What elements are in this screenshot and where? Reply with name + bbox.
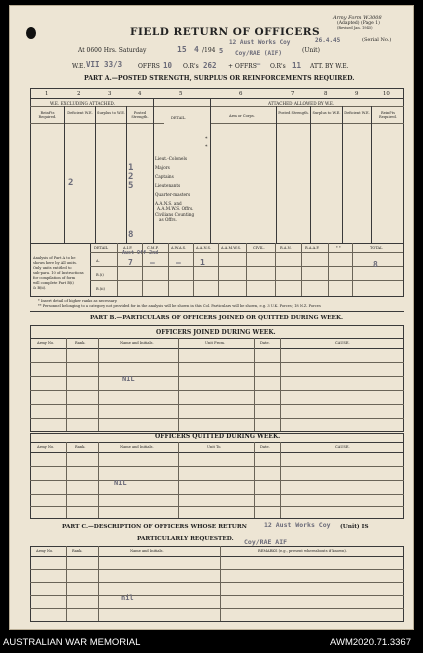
- col-num-5: 5: [179, 91, 183, 97]
- col-num-8: 8: [324, 91, 328, 97]
- detail-majors: Majors: [155, 165, 170, 170]
- analysis-hw-cmf: —: [150, 258, 155, 267]
- analysis-hw-aans: 1: [200, 258, 205, 267]
- analysis-row-a: A.: [96, 259, 100, 263]
- analysis-header-other: * *: [336, 246, 341, 250]
- plus-offrs-value: —: [256, 60, 261, 68]
- form-number-line2: (Adapted) (Page 1): [337, 21, 380, 26]
- offrs-label: OFFRS: [138, 63, 160, 70]
- joined-header-unit-from: Unit From.: [205, 341, 226, 345]
- analysis-header-civil: CIVIL.: [253, 246, 265, 250]
- we-label: W.E.: [72, 63, 86, 70]
- joined-header-rank: Rank.: [75, 341, 86, 345]
- unit-handwritten-3: Coy/RAE (AIF): [235, 50, 282, 57]
- footer-accession-number: AWM2020.71.3367: [330, 637, 411, 648]
- col-num-3: 3: [108, 91, 112, 97]
- header-reinf-left: Reinf'ts Required.: [38, 111, 57, 119]
- col-num-7: 7: [291, 91, 295, 97]
- header-arm-corps: Arm or Corps.: [229, 114, 255, 118]
- att-label: ATT. BY W.E.: [310, 63, 349, 70]
- joined-header-army-no: Army No.: [37, 341, 55, 345]
- quitted-header-army-no: Army No.: [37, 445, 55, 449]
- star-mark-1: *: [205, 136, 208, 142]
- quitted-header-date: Date.: [260, 445, 270, 449]
- analysis-header-raaf: R.A.A.F.: [305, 246, 320, 250]
- quitted-header-rank: Rank.: [75, 445, 86, 449]
- header-surplus-left: Surplus to W.E.: [97, 111, 125, 115]
- part-c-header-rank: Rank.: [72, 549, 83, 553]
- analysis-header-cmf: C.M.F.: [147, 246, 159, 250]
- plus-offrs-label: + OFFRS: [228, 63, 257, 70]
- date-year-suffix: 5: [219, 47, 224, 55]
- col-num-2: 2: [77, 91, 81, 97]
- part-c-unit-label: (Unit) IS: [340, 524, 369, 530]
- part-c-header-army-no: Army No.: [36, 549, 54, 553]
- analysis-hw-awas: —: [176, 258, 181, 267]
- part-c-unit-hw: 12 Aust Works Coy: [264, 521, 331, 529]
- hw-posted-qm: 5: [128, 181, 134, 191]
- at-line: At 0600 Hrs. Saturday: [78, 47, 147, 54]
- col-num-1: 1: [45, 91, 49, 97]
- detail-civilians: Civilians Counting: [155, 212, 195, 217]
- header-deficient-right: Deficient W.E.: [344, 111, 370, 115]
- analysis-text-2: shown here by All units.: [33, 261, 78, 265]
- group-we-excluding: W.E. EXCLUDING ATTACHED.: [50, 101, 115, 106]
- analysis-header-ran: R.A.N.: [280, 246, 292, 250]
- quitted-header-name: Name and Initials.: [120, 445, 154, 449]
- analysis-hw-aif: 7: [128, 258, 133, 267]
- analysis-hw-total: 8: [373, 260, 378, 269]
- joined-header-date: Date.: [260, 341, 270, 345]
- col-num-4: 4: [138, 91, 142, 97]
- date-year-prefix: /194: [202, 47, 216, 54]
- analysis-header-aans: A.A.N.S.: [196, 246, 212, 250]
- joined-header-cause: CAUSE.: [335, 341, 350, 345]
- we-value: VII 33/3: [86, 60, 123, 69]
- detail-captains: Captains: [155, 174, 174, 179]
- analysis-header-awas: A.W.A.S.: [171, 246, 187, 250]
- part-b-title: PART B.—PARTICULARS OF OFFICERS JOINED OR QUITTED DURING WEEK.: [90, 315, 344, 321]
- ors-label: O.R's: [183, 63, 199, 70]
- joined-nil: NIL: [122, 375, 135, 383]
- footnote-1: * Insert detail of higher ranks as necessary.: [38, 299, 118, 303]
- header-detail: DETAIL.: [171, 116, 187, 120]
- form-title: FIELD RETURN OF OFFICERS: [130, 26, 321, 38]
- hw-posted-captains: 1: [128, 163, 134, 173]
- hw-deficient: 2: [68, 178, 74, 188]
- header-surplus-right: Surplus to W.E.: [312, 111, 341, 115]
- part-c-header-name: Name and Initials.: [130, 549, 164, 553]
- hw-posted-total: 8: [128, 230, 134, 240]
- star-mark-2: *: [205, 144, 208, 150]
- unit-label: (Unit): [302, 47, 320, 54]
- analysis-text-4: sub-para. 10 of Instructions: [33, 271, 84, 275]
- header-posted-right: Posted Strength.: [278, 111, 309, 115]
- detail-civilians-2: as Offrs.: [159, 217, 177, 222]
- quitted-nil: NIL: [114, 479, 127, 487]
- analysis-header-total: TOTAL: [370, 246, 383, 250]
- analysis-text-6: will complete Part B(i): [33, 281, 74, 285]
- col-num-9: 9: [355, 91, 359, 97]
- part-c-header-remarks: REMARKS (e.g., present whereabouts if known).: [258, 549, 347, 553]
- detail-aans: A.A.N.S. and: [155, 201, 182, 206]
- hw-posted-lieutenants: 2: [128, 172, 134, 182]
- ors2-value: 11: [292, 61, 302, 70]
- col-num-10: 10: [383, 91, 390, 97]
- detail-lt-colonels: Lieut.-Colonels: [155, 156, 187, 161]
- analysis-text-7: & B(ii).: [33, 286, 47, 290]
- offrs-value: 10: [163, 61, 173, 70]
- analysis-hw-top: Aust Off 2nd: [122, 250, 159, 256]
- analysis-text-5: for compilation of form: [33, 276, 76, 280]
- ors-value: 262: [203, 61, 217, 70]
- ors2-label: O.R's: [270, 63, 286, 70]
- unit-handwritten-2: 26.4.45: [315, 37, 341, 44]
- quitted-header-cause: CAUSE.: [335, 445, 350, 449]
- form-number-line1: Army Form W.3008: [333, 15, 382, 21]
- analysis-header-aif: A.I.F.: [123, 246, 133, 250]
- archive-footer: [0, 632, 423, 653]
- unit-handwritten-1: 12 Aust Works Coy: [229, 39, 291, 46]
- quitted-header-unit-to: Unit To.: [207, 445, 222, 449]
- punch-hole: [26, 27, 36, 39]
- joined-header-name: Name and Initials.: [120, 341, 154, 345]
- analysis-row-bi: B.(i): [96, 273, 104, 277]
- part-c-unit-hw-2: Coy/RAE AIF: [244, 538, 288, 546]
- header-deficient-left: Deficient W.E.: [67, 111, 93, 115]
- analysis-header-aamws: A.A.M.W.S.: [221, 246, 241, 250]
- part-c-title: PART C.—DESCRIPTION OF OFFICERS WHOSE RETURN: [62, 524, 247, 530]
- form-number-line3: (Revised Jan. 1945): [337, 26, 373, 30]
- col-num-6: 6: [239, 91, 243, 97]
- serial-label: (Serial No.): [362, 37, 392, 43]
- quitted-title: OFFICERS QUITTED DURING WEEK.: [155, 433, 281, 440]
- joined-title: OFFICERS JOINED DURING WEEK.: [156, 329, 276, 336]
- analysis-text-1: Analysis of Part A to be: [33, 256, 76, 260]
- part-a-title: PART A.—POSTED STRENGTH, SURPLUS OR REINFORCEMENTS REQUIRED.: [84, 75, 355, 82]
- footnote-2: ** Personnel belonging to a category not provided for in the analysis will be shown in this Col. Particulars will be shown, e.g. 3 U.K. Forces; 18 N.Z. Forces: [38, 304, 321, 308]
- analysis-header-detail: DETAIL: [94, 246, 109, 250]
- analysis-row-bii: B.(ii): [96, 287, 105, 291]
- analysis-text-3: Only units entitled to: [33, 266, 72, 270]
- part-c-nil: nil: [121, 594, 134, 602]
- group-attached: ATTACHED ALLOWED BY W.E.: [268, 101, 335, 106]
- part-c-requested: PARTICULARLY REQUESTED.: [137, 536, 234, 542]
- date-month: 4: [194, 45, 199, 54]
- header-posted-left: Posted Strength.: [131, 111, 149, 119]
- date-day: 15: [177, 45, 187, 54]
- detail-lieutenants: Lieutenants: [155, 183, 181, 188]
- detail-aamws: A.A.M.W.S. Offrs.: [157, 206, 194, 211]
- header-reinf-right: Reinf'ts Required.: [379, 111, 397, 119]
- detail-quartermasters: Quarter-masters: [155, 192, 191, 197]
- footer-institution: AUSTRALIAN WAR MEMORIAL: [3, 637, 141, 648]
- form-paper: [9, 5, 414, 630]
